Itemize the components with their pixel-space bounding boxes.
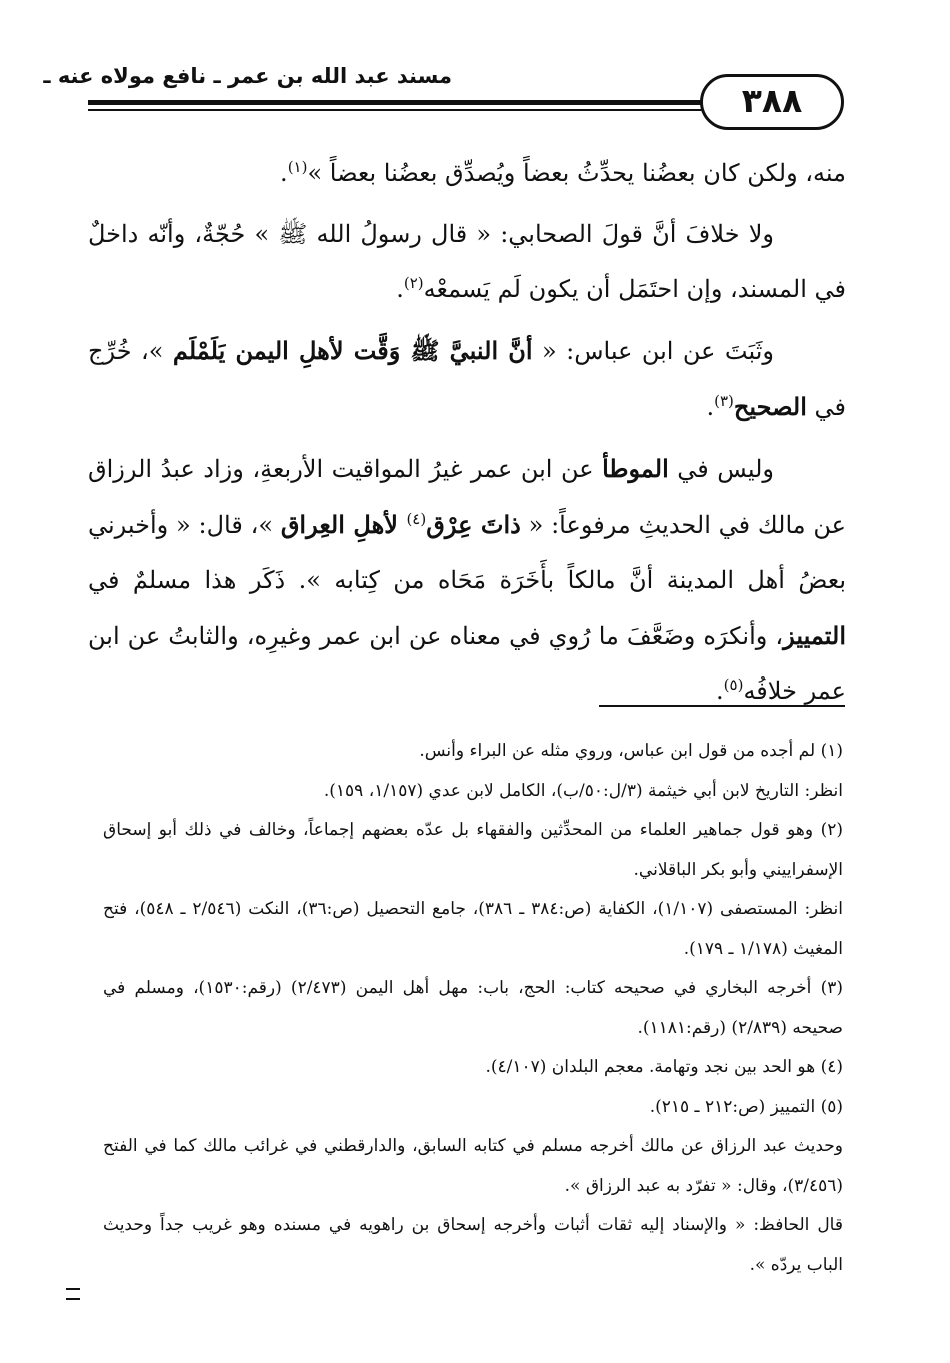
paragraph-3 — [88, 323, 846, 435]
footnote-ref-2: (٢) — [403, 274, 424, 292]
footnote-ref-4: (٤) — [406, 510, 427, 528]
paragraph-4-text-d: ، وأنكرَه وضَعَّفَ ما رُوي في معناه عن ابن عمر وغيرِه، والثابتُ عن ابن عمر خلافُه — [88, 622, 846, 705]
footnote-line: (٣) أخرجه البخاري في صحيحه كتاب: الحج، باب: مهل أهل اليمن (٢/٤٧٣) (رقم:١٥٣٠)، ومسلم في صحيحه (٢/٨٣٩) (رقم:١١٨١). — [103, 978, 843, 1038]
paragraph-1-end: . — [280, 159, 288, 187]
footnote-ref-5: (٥) — [723, 676, 744, 694]
paragraph-3-text-a: وثَبَتَ عن ابن عباس: « — [532, 337, 774, 365]
ahl-al-iraq-quote: لأهلِ العِراق — [280, 510, 407, 539]
footnote-5 — [103, 1088, 843, 1286]
footnote-line: (٤) هو الحد بين نجد وتهامة. معجم البلدان (٤/١٠٧). — [485, 1057, 843, 1077]
footnotes — [103, 732, 843, 1285]
paragraph-4-end: . — [716, 677, 724, 705]
sahih-title: الصحيح — [733, 392, 807, 421]
paragraph-4-text-c: »، قال: « وأخبرني بعضُ أهل المدينة أنَّ مالكاً بأَخَرَة مَحَاه من كِتابه ». ذَكَر هذا مسلمٌ في — [88, 511, 846, 594]
paragraph-4-text-a: وليس في — [668, 455, 775, 483]
paragraph-2-text: ولا خلافَ أنَّ قولَ الصحابي: « قال رسولُ الله ﷺ » حُجّةٌ، وأنّه داخلٌ في المسند، وإن احتَمَل أن يكون لَم يَسمعْه — [88, 220, 846, 303]
muwatta-title: الموطأ — [602, 454, 669, 483]
paragraph-1 — [88, 146, 846, 201]
paragraph-4 — [88, 441, 846, 719]
header-rule-thick — [88, 100, 800, 105]
paragraph-2-end: . — [396, 275, 404, 303]
dhat-irq-quote: ذاتَ عِرْق — [426, 510, 521, 539]
paragraph-2 — [88, 207, 846, 317]
paragraph-4-text-b: عن ابن عمر غيرُ المواقيت الأربعةِ، وزاد عبدُ الرزاق عن مالك في الحديثِ مرفوعاً: « — [88, 455, 846, 539]
footnote-line: قال الحافظ: « والإسناد إليه ثقات أثبات وأخرجه إسحاق بن راهويه في مسنده وهو غريب جداً وحديث الباب يردّه ». — [103, 1215, 843, 1275]
continuation-mark — [66, 1288, 80, 1300]
hadith-quote: أنَّ النبيَّ ﷺ وَقَّت لأهلِ اليمن يَلَمْلَم — [172, 336, 533, 365]
footnote-line: انظر: المستصفى (١/١٠٧)، الكفاية (ص:٣٨٤ ـ ٣٨٦)، جامع التحصيل (ص:٣٦)، النكت (٢/٥٤٦ ـ ٥٤٨)، فتح المغيث (١/١٧٨ ـ ١٧٩). — [103, 899, 843, 959]
footnote-line: (١) لم أجده من قول ابن عباس، وروي مثله عن البراء وأنس. — [419, 741, 843, 761]
paragraph-3-end: . — [706, 393, 715, 421]
header-rule-thin — [88, 109, 800, 111]
footnote-line: (٢) وهو قول جماهير العلماء من المحدِّثين والفقهاء بل عدّه بعضهم إجماعاً، وخالف في ذلك أبو إسحاق الإسفراييني وأبو بكر الباقلاني. — [103, 820, 843, 880]
footnote-line: انظر: التاريخ لابن أبي خيثمة (٣/ل:٥٠/ب)، الكامل لابن عدي (١/١٥٧، ١٥٩). — [323, 780, 843, 801]
main-text — [88, 146, 846, 725]
footnote-ref-3: (٣) — [714, 392, 734, 410]
paragraph-3-text-b: »، خُرِّج في — [88, 337, 846, 421]
footnote-line: (٥) التمييز (ص:٢١٢ ـ ٢١٥). — [649, 1096, 843, 1117]
running-header-title: مسند عبد الله بن عمر ـ نافع مولاه عنه ـ — [43, 64, 452, 88]
footnote-line: وحديث عبد الرزاق عن مالك أخرجه مسلم في كتابه السابق، والدارقطني في غرائب مالك كما في الفتح (٣/٤٥٦)، وقال: « تفرّد به عبد الرزاق ». — [103, 1136, 843, 1196]
footnote-2 — [103, 811, 843, 969]
footnote-3 — [103, 969, 843, 1048]
footnote-4 — [103, 1048, 843, 1088]
paragraph-1-text: منه، ولكن كان بعضُنا يحدِّثُ بعضاً ويُصدِّق بعضُنا بعضاً » — [307, 159, 846, 187]
footnote-1 — [103, 732, 843, 811]
footnote-separator — [599, 705, 845, 707]
page-number-badge: ٣٨٨ — [700, 74, 844, 130]
tamyiz-title: التمييز — [783, 621, 846, 650]
footnote-ref-1: (١) — [287, 158, 308, 176]
